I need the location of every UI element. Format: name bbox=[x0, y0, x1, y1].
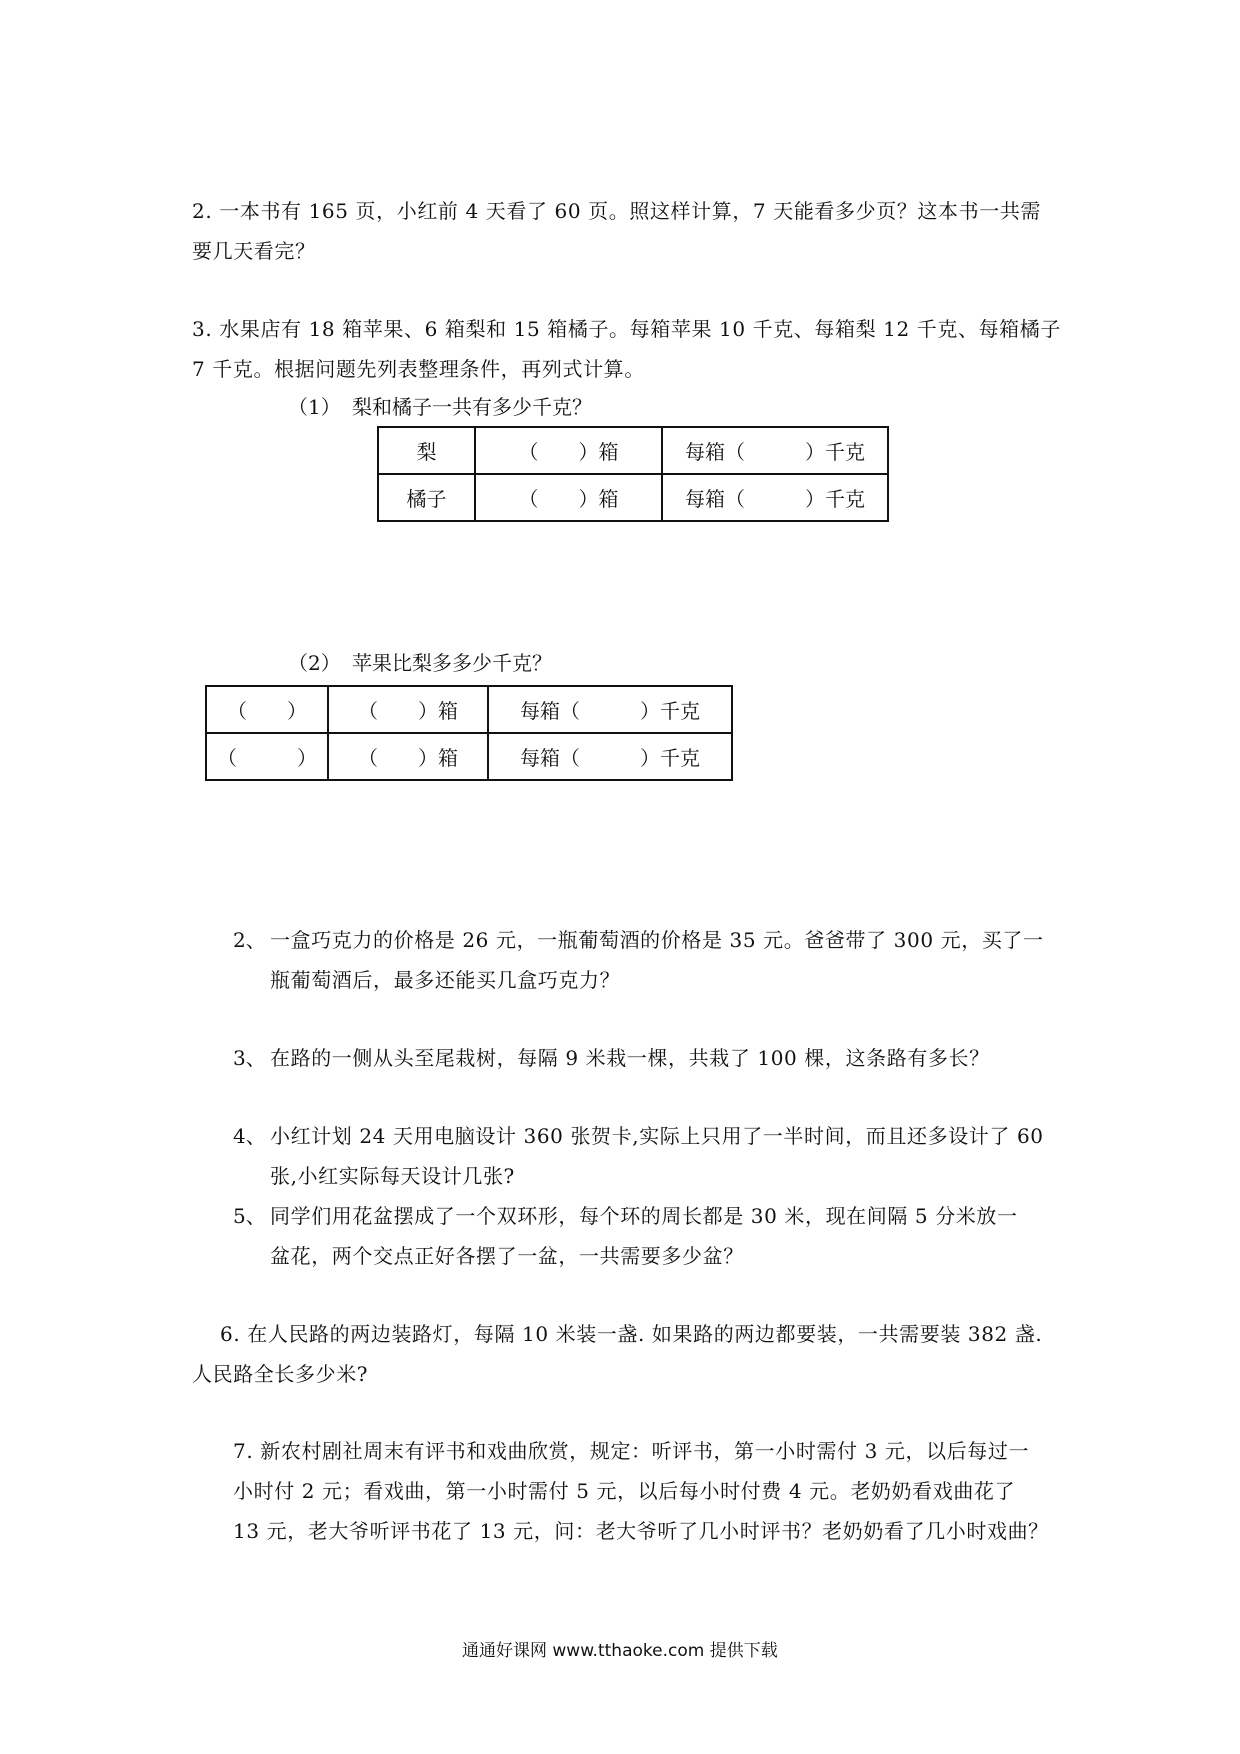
q2-line2: 要几天看完？ bbox=[192, 239, 316, 263]
table-cell: 梨 bbox=[378, 427, 475, 474]
table-cell: （ ） bbox=[206, 686, 328, 733]
list-item-5-line2: 盆花，两个交点正好各摆了一盆，一共需要多少盆？ bbox=[270, 1244, 744, 1268]
q2-line1: 2. 一本书有 165 页，小红前 4 天看了 60 页。照这样计算，7 天能看多少页？这本书一共需 bbox=[192, 199, 1042, 223]
q3-sub2-text: 苹果比梨多多少千克？ bbox=[352, 651, 552, 675]
table-row bbox=[378, 474, 888, 521]
table-cell: 每箱（ ）千克 bbox=[662, 427, 888, 474]
table-cell: 橘子 bbox=[378, 474, 475, 521]
table-cell: 每箱（ ）千克 bbox=[488, 733, 732, 780]
table-cell: （ ）箱 bbox=[328, 686, 488, 733]
q7-line1: 7. 新农村剧社周末有评书和戏曲欣赏，规定：听评书，第一小时需付 3 元，以后每过一 bbox=[233, 1439, 1030, 1463]
list-item-2-number: 2、 bbox=[233, 928, 266, 952]
q3-sub1-text: 梨和橘子一共有多少千克？ bbox=[352, 395, 592, 419]
list-item-4-line2: 张,小红实际每天设计几张? bbox=[270, 1164, 515, 1188]
table-cell: （ ）箱 bbox=[475, 474, 662, 521]
q7-line3: 13 元，老大爷听评书花了 13 元，问：老大爷听了几小时评书？老奶奶看了几小时戏曲？ bbox=[233, 1519, 1049, 1543]
table-cell: 每箱（ ）千克 bbox=[662, 474, 888, 521]
list-item-2-line1: 一盒巧克力的价格是 26 元，一瓶葡萄酒的价格是 35 元。爸爸带了 300 元，买了一 bbox=[270, 928, 1044, 952]
list-item-4-line1: 小红计划 24 天用电脑设计 360 张贺卡,实际上只用了一半时间，而且还多设计了 60 bbox=[270, 1124, 1044, 1148]
q3-line2: 7 千克。根据问题先列表整理条件，再列式计算。 bbox=[192, 357, 645, 381]
table-row bbox=[206, 686, 732, 733]
q3-line1: 3. 水果店有 18 箱苹果、6 箱梨和 15 箱橘子。每箱苹果 10 千克、每箱梨 12 千克、每箱橘子 bbox=[192, 317, 1061, 341]
q3-sub1-number: （1） bbox=[288, 395, 341, 419]
table-pear-orange bbox=[377, 426, 889, 522]
table-apple-pear bbox=[205, 685, 733, 781]
q6-line2: 人民路全长多少米? bbox=[192, 1362, 369, 1386]
table-cell: （ ）箱 bbox=[475, 427, 662, 474]
table-cell: 每箱（ ）千克 bbox=[488, 686, 732, 733]
q3-sub2-number: （2） bbox=[288, 651, 341, 675]
table-cell: （ ） bbox=[206, 733, 328, 780]
q6-line1: 6. 在人民路的两边装路灯，每隔 10 米装一盏. 如果路的两边都要装，一共需要装 382 盏. bbox=[220, 1322, 1043, 1346]
list-item-2-line2: 瓶葡萄酒后，最多还能买几盒巧克力？ bbox=[270, 968, 621, 992]
list-item-5-line1: 同学们用花盆摆成了一个双环形，每个环的周长都是 30 米，现在间隔 5 分米放一 bbox=[270, 1204, 1018, 1228]
list-item-3-line1: 在路的一侧从头至尾栽树，每隔 9 米栽一棵，共栽了 100 棵，这条路有多长？ bbox=[270, 1046, 990, 1070]
q7-line2: 小时付 2 元；看戏曲，第一小时需付 5 元，以后每小时付费 4 元。老奶奶看戏曲花了 bbox=[233, 1479, 1016, 1503]
table-row bbox=[206, 733, 732, 780]
list-item-4-number: 4、 bbox=[233, 1124, 266, 1148]
table-cell: （ ）箱 bbox=[328, 733, 488, 780]
footer-credit: 通通好课网 www.tthaoke.com 提供下载 bbox=[462, 1641, 778, 1661]
list-item-5-number: 5、 bbox=[233, 1204, 266, 1228]
list-item-3-number: 3、 bbox=[233, 1046, 266, 1070]
table-row bbox=[378, 427, 888, 474]
